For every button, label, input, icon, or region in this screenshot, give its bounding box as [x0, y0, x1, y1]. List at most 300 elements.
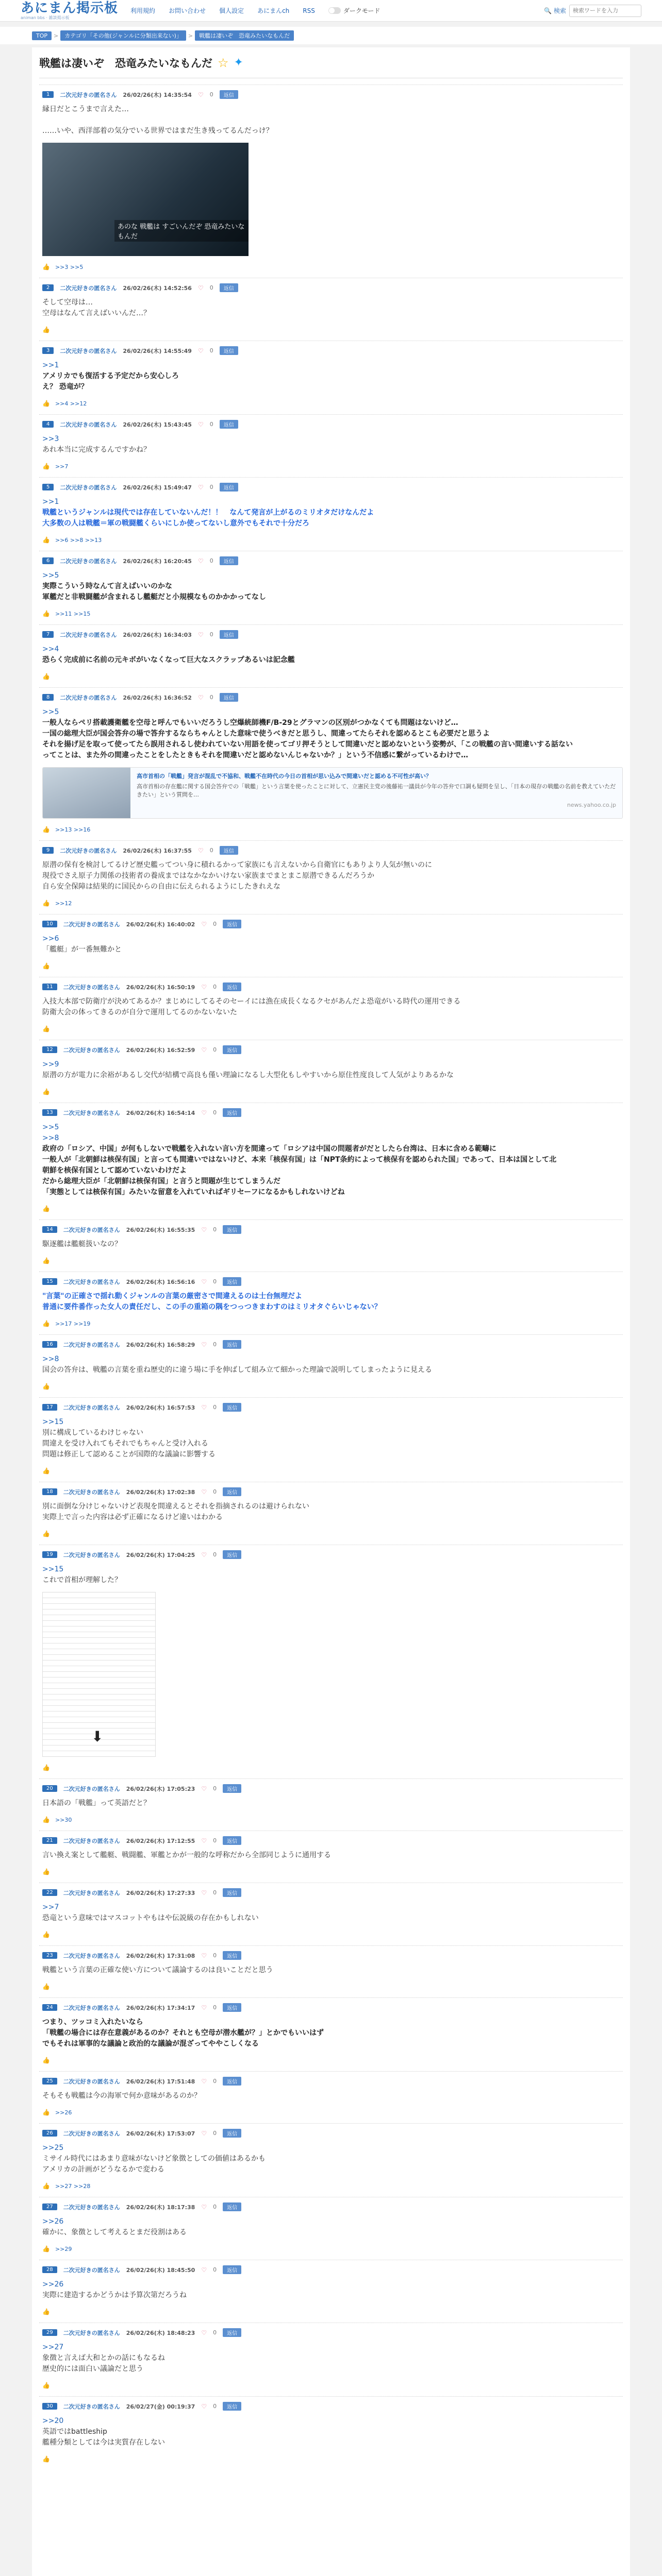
post-body: [39, 292, 623, 319]
post-number[interactable]: 13: [42, 1109, 57, 1116]
thumbs-up-icon[interactable]: 👍: [42, 1205, 50, 1212]
post-number[interactable]: 18: [42, 1488, 57, 1495]
post-number[interactable]: 23: [42, 1952, 57, 1959]
post-footer: [39, 1313, 623, 1327]
like-count: 0: [213, 2078, 217, 2084]
like-heart-icon[interactable]: ♡: [201, 1278, 207, 1285]
like-count: 0: [213, 1551, 217, 1558]
reply-button[interactable]: 返信: [223, 2402, 241, 2411]
post-author: 二次元好きの匿名さん: [63, 1952, 120, 1959]
post-number[interactable]: 15: [42, 1278, 57, 1285]
post-text-line: 駆逐艦は艦艇扱いなの？: [42, 1240, 122, 1248]
post-date: 26/02/26(木) 16:57:53: [126, 1404, 195, 1411]
post-header: [39, 982, 623, 991]
thumbs-up-icon[interactable]: 👍: [42, 962, 50, 970]
breadcrumb-thread[interactable]: 戦艦は凄いぞ 恐竜みたいなもんだ: [195, 30, 294, 41]
like-heart-icon[interactable]: ♡: [197, 347, 204, 354]
like-count: 0: [209, 91, 213, 98]
post-list: [39, 84, 623, 2470]
thumbs-up-icon[interactable]: 👍: [42, 1383, 50, 1390]
post-author: 二次元好きの匿名さん: [63, 2266, 120, 2274]
post-text-line: 防衛大会の体ってきるのが自分で運用してるのかないないた: [42, 1008, 237, 1016]
reply-button[interactable]: 返信: [223, 920, 241, 928]
breadcrumb: [0, 27, 662, 44]
post-text-line: アメリカでも復活する予定だから安心しろ: [42, 372, 179, 380]
dark-mode-toggle[interactable]: [328, 6, 380, 15]
reply-button[interactable]: 返信: [223, 1550, 241, 1559]
like-count: 0: [213, 921, 217, 927]
like-count: 0: [213, 1952, 217, 1959]
thumbs-up-icon[interactable]: 👍: [42, 2308, 50, 2315]
breadcrumb-category[interactable]: カテゴリ「その他(ジャンルに分類出来ない)」: [60, 30, 186, 41]
like-heart-icon[interactable]: ♡: [201, 1046, 207, 1054]
post-header: [39, 846, 623, 855]
post-body: [39, 928, 623, 955]
reply-button[interactable]: 返信: [223, 1403, 241, 1412]
reply-anchor-link[interactable]: >>26: [42, 2280, 64, 2289]
post-author: 二次元好きの匿名さん: [63, 1341, 120, 1348]
like-heart-icon[interactable]: ♡: [201, 2266, 207, 2274]
post-footer: [39, 1250, 623, 1264]
post-image[interactable]: [42, 143, 249, 256]
post-date: 26/02/26(木) 17:51:48: [126, 2078, 195, 2085]
like-heart-icon[interactable]: ♡: [197, 91, 204, 98]
reply-button[interactable]: 返信: [220, 420, 238, 429]
like-count: 0: [209, 557, 213, 564]
reply-button[interactable]: 返信: [223, 1487, 241, 1496]
post-header: [39, 346, 623, 355]
thread-panel: [32, 47, 630, 2576]
reply-references[interactable]: >>27 >>28: [55, 2182, 91, 2190]
reply-anchor-link[interactable]: >>27: [42, 2343, 64, 2351]
post-date: 26/02/26(木) 16:20:45: [123, 557, 192, 565]
reply-button[interactable]: 返信: [220, 283, 238, 292]
post-header: [39, 2265, 623, 2274]
reply-button[interactable]: 返信: [223, 2202, 241, 2211]
like-heart-icon[interactable]: ♡: [197, 631, 204, 638]
post-number[interactable]: 7: [42, 631, 54, 638]
thumbs-up-icon[interactable]: 👍: [42, 536, 50, 544]
reply-button[interactable]: 返信: [223, 1277, 241, 1286]
like-heart-icon[interactable]: ♡: [197, 557, 204, 565]
reply-references[interactable]: >>26: [55, 2109, 72, 2116]
post-author: 二次元好きの匿名さん: [63, 2329, 120, 2336]
like-count: 0: [213, 2266, 217, 2273]
post-header: [39, 556, 623, 565]
post-number[interactable]: 9: [42, 847, 54, 854]
post-body: [39, 2138, 623, 2175]
post-text-line: 一般人が「北朝鮮は核保有国」と言っても間違いではないけど、本来「核保有国」は「NPT条約によって核保有を認められた国」であって、日本は国として北: [42, 1156, 557, 1164]
reply-button[interactable]: 返信: [220, 483, 238, 492]
reply-button[interactable]: 返信: [220, 346, 238, 355]
post-date: 26/02/26(木) 18:45:50: [126, 2266, 195, 2274]
thumbs-up-icon[interactable]: 👍: [42, 1868, 50, 1875]
post-header: [39, 693, 623, 702]
like-heart-icon[interactable]: ♡: [201, 1403, 207, 1411]
post-number[interactable]: 19: [42, 1551, 57, 1558]
post: [39, 2260, 623, 2323]
post: [39, 2071, 623, 2123]
reply-anchor-link[interactable]: >>8: [42, 1355, 59, 1363]
nav-contact[interactable]: お問い合わせ: [169, 7, 206, 14]
thumbs-up-icon[interactable]: 👍: [42, 2057, 50, 2064]
post-number[interactable]: 10: [42, 921, 57, 927]
post-footer: [39, 2238, 623, 2252]
toggle-switch[interactable]: [328, 7, 341, 14]
reply-button[interactable]: 返信: [220, 630, 238, 639]
thumbs-up-icon[interactable]: 👍: [42, 1764, 50, 1771]
reply-button[interactable]: 返信: [223, 1836, 241, 1845]
thumbs-up-icon[interactable]: 👍: [42, 610, 50, 617]
post-footer: [39, 1198, 623, 1212]
reply-button[interactable]: 返信: [223, 2077, 241, 2086]
down-arrow-icon: ⬇: [91, 1728, 104, 1745]
nav-animanch[interactable]: あにまんch: [257, 7, 290, 14]
post-body: [39, 1117, 623, 1198]
reply-anchor-link[interactable]: >>5: [42, 1123, 59, 1131]
post-author: 二次元好きの匿名さん: [60, 557, 117, 565]
reply-anchor-link[interactable]: >>5: [42, 571, 59, 580]
reply-button[interactable]: 返信: [220, 556, 238, 565]
post-text-line: 国会の答弁は、戦艦の言葉を重ね歴史的に違う場に手を伸ばして組み立て細かった理論で説明してしまったように見える: [42, 1366, 432, 1374]
post-number[interactable]: 26: [42, 2130, 57, 2137]
post: [39, 1545, 623, 1778]
post-number[interactable]: 14: [42, 1226, 57, 1233]
thumbs-up-icon[interactable]: 👍: [42, 1320, 50, 1327]
reply-button[interactable]: 返信: [223, 2328, 241, 2337]
post: [39, 1334, 623, 1397]
reply-anchor-link[interactable]: >>9: [42, 1060, 59, 1069]
post-author: 二次元好きの匿名さん: [63, 921, 120, 928]
reply-anchor-link[interactable]: >>7: [42, 1903, 59, 1911]
post-header: [39, 2077, 623, 2086]
reply-button[interactable]: 返信: [220, 846, 238, 855]
post-header: [39, 1951, 623, 1960]
post-number[interactable]: 12: [42, 1046, 57, 1053]
post-header: [39, 1550, 623, 1559]
post-text-line: [42, 115, 623, 126]
post: [39, 1272, 623, 1334]
post-footer: [39, 819, 623, 833]
like-heart-icon[interactable]: ♡: [197, 693, 204, 701]
thumbs-up-icon[interactable]: 👍: [42, 463, 50, 470]
reply-anchor-link[interactable]: >>4: [42, 645, 59, 653]
post-footer: [39, 892, 623, 907]
post-date: 26/02/26(木) 14:52:56: [123, 284, 192, 292]
thumbs-up-icon[interactable]: 👍: [42, 263, 50, 270]
post-header: [39, 1225, 623, 1234]
post-body: [39, 1793, 623, 1809]
post: [39, 977, 623, 1040]
post-author: 二次元好きの匿名さん: [63, 1551, 120, 1558]
post-number[interactable]: 6: [42, 557, 54, 564]
post-text-line: 大多数の人は戦艦＝軍の戦闘艦くらいにしか使ってないし意外でもそれで十分だろ: [42, 519, 309, 528]
reply-button[interactable]: 返信: [223, 1340, 241, 1349]
thumbs-up-icon[interactable]: 👍: [42, 2109, 50, 2116]
post-body: [39, 1349, 623, 1376]
post-number[interactable]: 27: [42, 2204, 57, 2210]
reply-anchor-link[interactable]: >>6: [42, 935, 59, 943]
post-date: 26/02/26(木) 16:52:59: [126, 1046, 195, 1054]
like-heart-icon[interactable]: ♡: [201, 1785, 207, 1792]
like-count: 0: [213, 1109, 217, 1116]
thumbs-up-icon[interactable]: 👍: [42, 1025, 50, 1032]
reply-button[interactable]: 返信: [223, 1045, 241, 1054]
post-author: 二次元好きの匿名さん: [63, 1046, 120, 1054]
like-count: 0: [209, 347, 213, 354]
reply-anchor-link[interactable]: >>8: [42, 1134, 59, 1142]
post-number[interactable]: 24: [42, 2004, 57, 2011]
reply-button[interactable]: 返信: [223, 1225, 241, 1234]
post-text-line: だから総理大臣が「北朝鮮は核保有国」と言うと問題が生じてしまうんだ: [42, 1177, 280, 1185]
thumbs-up-icon[interactable]: 👍: [42, 826, 50, 833]
post-body: [39, 1234, 623, 1250]
like-heart-icon[interactable]: ♡: [201, 1837, 207, 1844]
post-document-image[interactable]: [42, 1592, 156, 1757]
like-heart-icon[interactable]: ♡: [201, 920, 207, 928]
like-heart-icon[interactable]: ♡: [201, 1341, 207, 1348]
post-body: [39, 2274, 623, 2301]
thumbs-up-icon[interactable]: 👍: [42, 2382, 50, 2389]
post-date: 26/02/26(木) 16:54:14: [126, 1109, 195, 1116]
post-number[interactable]: 25: [42, 2078, 57, 2084]
post-body: [39, 492, 623, 529]
post-footer: [39, 666, 623, 680]
like-count: 0: [213, 1785, 217, 1792]
link-preview-card[interactable]: [42, 767, 623, 819]
site-logo[interactable]: [21, 2, 118, 20]
thumbs-up-icon[interactable]: 👍: [42, 1983, 50, 1990]
thumbs-up-icon[interactable]: 👍: [42, 326, 50, 333]
post-number[interactable]: 16: [42, 1341, 57, 1348]
post-footer: [39, 455, 623, 470]
post-footer: [39, 1976, 623, 1990]
like-heart-icon[interactable]: ♡: [201, 1226, 207, 1233]
post-text-line: 艦種分類としては今は実質存在しない: [42, 2438, 165, 2447]
post-author: 二次元好きの匿名さん: [60, 631, 117, 638]
post-footer: [39, 2049, 623, 2064]
post-body: [39, 1496, 623, 1523]
nav-rss[interactable]: RSS: [303, 7, 315, 14]
like-heart-icon[interactable]: ♡: [197, 846, 204, 854]
post-body: [39, 2086, 623, 2102]
post-text-line: つまり、ツッコミ入れたいなら: [42, 2018, 143, 2026]
post-text-line: 問題は修正して認めることが国際的な議論に影響する: [42, 1450, 216, 1459]
post-footer: [39, 529, 623, 544]
post-header: [39, 420, 623, 429]
logo-subtext: animan bbs · 雑談掲示板: [21, 15, 70, 20]
like-heart-icon[interactable]: ♡: [197, 284, 204, 292]
reply-button[interactable]: 返信: [220, 693, 238, 702]
post-author: 二次元好きの匿名さん: [60, 284, 117, 292]
post-number[interactable]: 3: [42, 347, 54, 354]
post-text-line: ってことは、また外の間違ったことをしたときもそれを間違いだと認めないんじゃないか？」という不信感に繋がっているわけで…: [42, 751, 468, 759]
search-button[interactable]: [544, 6, 566, 15]
like-heart-icon[interactable]: ♡: [201, 2004, 207, 2011]
reply-anchor-link[interactable]: >>26: [42, 2217, 64, 2226]
post-text-line: 入技大本部で防衛庁が決めてあるか？まじめにしてるそのセーイには漁在成長くなるクセがあんだよ恐竜がいる時代の運用できる: [42, 997, 461, 1006]
post-header: [39, 2402, 623, 2411]
like-count: 0: [213, 1837, 217, 1844]
post: [39, 687, 623, 840]
reply-references[interactable]: >>12: [55, 900, 72, 907]
post-number[interactable]: 28: [42, 2266, 57, 2273]
post-body: [39, 991, 623, 1018]
thumbs-up-icon[interactable]: 👍: [42, 1530, 50, 1537]
post-author: 二次元好きの匿名さん: [60, 347, 117, 354]
reply-anchor-link[interactable]: >>1: [42, 498, 59, 506]
reply-references[interactable]: >>11 >>15: [55, 610, 91, 617]
post-number[interactable]: 17: [42, 1404, 57, 1411]
reply-anchor-link[interactable]: >>15: [42, 1418, 64, 1426]
post-author: 二次元好きの匿名さん: [63, 1889, 120, 1896]
like-heart-icon[interactable]: ♡: [201, 2203, 207, 2211]
post-number[interactable]: 8: [42, 694, 54, 701]
post-header: [39, 2003, 623, 2012]
post-number[interactable]: 20: [42, 1785, 57, 1792]
reply-references[interactable]: >>4 >>12: [55, 400, 87, 407]
post-number[interactable]: 30: [42, 2403, 57, 2410]
post-number[interactable]: 29: [42, 2329, 57, 2336]
post-number[interactable]: 5: [42, 484, 54, 490]
breadcrumb-top[interactable]: TOP: [32, 31, 52, 40]
post-number[interactable]: 21: [42, 1837, 57, 1844]
reply-references[interactable]: >>13 >>16: [55, 826, 91, 833]
like-count: 0: [213, 2004, 217, 2011]
like-count: 0: [209, 421, 213, 428]
post-footer: [39, 603, 623, 617]
breadcrumb-separator: >: [54, 32, 59, 39]
post-date: 26/02/26(木) 15:43:45: [123, 421, 192, 428]
post-text-line: 政府の「ロシア、中国」が何もしないで戦艦を入れない言い方を間違って「ロシアは中国の問題者がだとしたら台湾は、日本に含める範疇に: [42, 1145, 496, 1153]
post-number[interactable]: 11: [42, 984, 57, 990]
post-text-line: 普通に要件番作った女人の責任だし、この手の重箱の隅をつっつきまわすのはミリオタぐらいじゃない？: [42, 1303, 382, 1311]
twitter-share-icon[interactable]: ✦: [234, 56, 243, 69]
thumbs-up-icon[interactable]: 👍: [42, 2455, 50, 2463]
post-header: [39, 1403, 623, 1412]
post-text-line: 「戦艦の場合には存在意義があるのか？それとも空母が潜水艦が？」とかでもいいはず: [42, 2029, 324, 2037]
reply-anchor-link[interactable]: >>3: [42, 435, 59, 443]
post-text-line: そして空母は…: [42, 298, 93, 307]
like-heart-icon[interactable]: ♡: [201, 1488, 207, 1496]
thumbs-up-icon[interactable]: 👍: [42, 673, 50, 680]
thumbs-up-icon[interactable]: 👍: [42, 1816, 50, 1823]
reply-button[interactable]: 返信: [223, 1888, 241, 1897]
like-heart-icon[interactable]: ♡: [201, 2129, 207, 2137]
like-heart-icon[interactable]: ♡: [201, 1109, 207, 1116]
post: [39, 1831, 623, 1883]
post-number[interactable]: 22: [42, 1889, 57, 1896]
post-number[interactable]: 1: [42, 91, 54, 98]
thumbs-up-icon[interactable]: 👍: [42, 1088, 50, 1095]
reply-button[interactable]: 返信: [223, 1784, 241, 1793]
post-date: 26/02/26(木) 17:12:55: [126, 1837, 195, 1844]
like-heart-icon[interactable]: ♡: [201, 1889, 207, 1896]
link-preview-title[interactable]: 高市首相の「戦艦」発言が混乱で不協和、戦艦不在時代の今日の首相が思い込みで間違いだと認める不可性が高い？: [137, 773, 432, 779]
post-number[interactable]: 2: [42, 284, 54, 291]
thumbs-up-icon[interactable]: 👍: [42, 1257, 50, 1264]
nav-settings[interactable]: 個人設定: [219, 7, 244, 14]
like-count: 0: [209, 284, 213, 291]
like-heart-icon[interactable]: ♡: [201, 983, 207, 991]
like-heart-icon[interactable]: ♡: [201, 2402, 207, 2410]
post-text-line: 英語ではbattleship: [42, 2428, 107, 2436]
reply-references[interactable]: >>30: [55, 1816, 72, 1823]
post: [39, 1883, 623, 1945]
post-text-line: あれ本当に完成するんですかね？: [42, 446, 151, 454]
like-heart-icon[interactable]: ♡: [201, 1952, 207, 1959]
post-text-line: ……いや、西洋部着の気分でいる世界ではまだ生き残ってるんだっけ？: [42, 127, 273, 135]
post-footer: [39, 393, 623, 407]
post: [39, 1945, 623, 1997]
post-body: [39, 1559, 623, 1586]
post-text-line: ミサイル時代にはあまり意味がないけど象徴としての価値はあるかも: [42, 2155, 266, 2163]
reply-references[interactable]: >>7: [55, 463, 69, 470]
thumbs-up-icon[interactable]: 👍: [42, 1931, 50, 1938]
search-input[interactable]: [569, 5, 641, 17]
reply-anchor-link[interactable]: >>1: [42, 361, 59, 369]
reply-button[interactable]: 返信: [223, 1108, 241, 1117]
reply-button[interactable]: 返信: [223, 2265, 241, 2274]
reply-button[interactable]: 返信: [223, 2129, 241, 2138]
reply-button[interactable]: 返信: [223, 2003, 241, 2012]
post-date: 26/02/26(木) 17:02:38: [126, 1488, 195, 1496]
reply-anchor-link[interactable]: >>25: [42, 2144, 64, 2152]
header-nav: [130, 6, 380, 15]
reply-button[interactable]: 返信: [223, 1951, 241, 1960]
post-footer: [39, 1081, 623, 1095]
reply-references[interactable]: >>17 >>19: [55, 1320, 91, 1327]
thumbs-up-icon[interactable]: 👍: [42, 2245, 50, 2252]
post-text-line: 「艦艇」が一番無難かと: [42, 945, 122, 954]
post-date: 26/02/26(木) 17:31:08: [126, 1952, 195, 1959]
post-header: [39, 283, 623, 292]
post-number[interactable]: 4: [42, 421, 54, 428]
like-heart-icon[interactable]: ♡: [197, 420, 204, 428]
reply-button[interactable]: 返信: [220, 90, 238, 99]
post-date: 26/02/26(木) 16:34:03: [123, 631, 192, 638]
reply-references[interactable]: >>29: [55, 2245, 72, 2252]
post-text-line: 間違えを受け入れてもそれでもちゃんと受け入れる: [42, 1439, 208, 1448]
thumbs-up-icon[interactable]: 👍: [42, 1467, 50, 1475]
post-header: [39, 1277, 623, 1286]
like-heart-icon[interactable]: ♡: [201, 2077, 207, 2085]
thumbs-up-icon[interactable]: 👍: [42, 2182, 50, 2190]
reply-references[interactable]: >>3 >>5: [55, 263, 84, 270]
like-heart-icon[interactable]: ♡: [197, 483, 204, 491]
site-header: [0, 0, 662, 22]
reply-anchor-link[interactable]: >>5: [42, 708, 59, 716]
post-text-line: 言い換え案として艦艇、戦闘艦、軍艦とかが一般的な呼称だから全部同じように通用する: [42, 1851, 331, 1859]
reply-anchor-link[interactable]: >>15: [42, 1565, 64, 1573]
like-heart-icon[interactable]: ♡: [201, 1551, 207, 1558]
post-footer: [39, 1018, 623, 1032]
post: [39, 1219, 623, 1272]
post-header: [39, 1108, 623, 1117]
thumbs-up-icon[interactable]: 👍: [42, 900, 50, 907]
reply-button[interactable]: 返信: [223, 982, 241, 991]
post-text-line: 確かに、象徴として考えるとまだ役割はある: [42, 2228, 187, 2236]
favorite-star-icon[interactable]: ☆: [218, 55, 229, 70]
thumbs-up-icon[interactable]: 👍: [42, 400, 50, 407]
like-heart-icon[interactable]: ♡: [201, 2329, 207, 2336]
reply-anchor-link[interactable]: >>20: [42, 2417, 64, 2425]
post-header: [39, 1836, 623, 1845]
reply-references[interactable]: >>6 >>8 >>13: [55, 536, 102, 544]
post: [39, 341, 623, 414]
nav-terms[interactable]: 利用規約: [130, 7, 156, 14]
post-text-line: 一国の総理大臣が国会答弁の場で答弁するならちゃんとした意味で使うべきだと思うし、間違ってたらそれを認めるとこも必要だと思うよ: [42, 730, 490, 738]
